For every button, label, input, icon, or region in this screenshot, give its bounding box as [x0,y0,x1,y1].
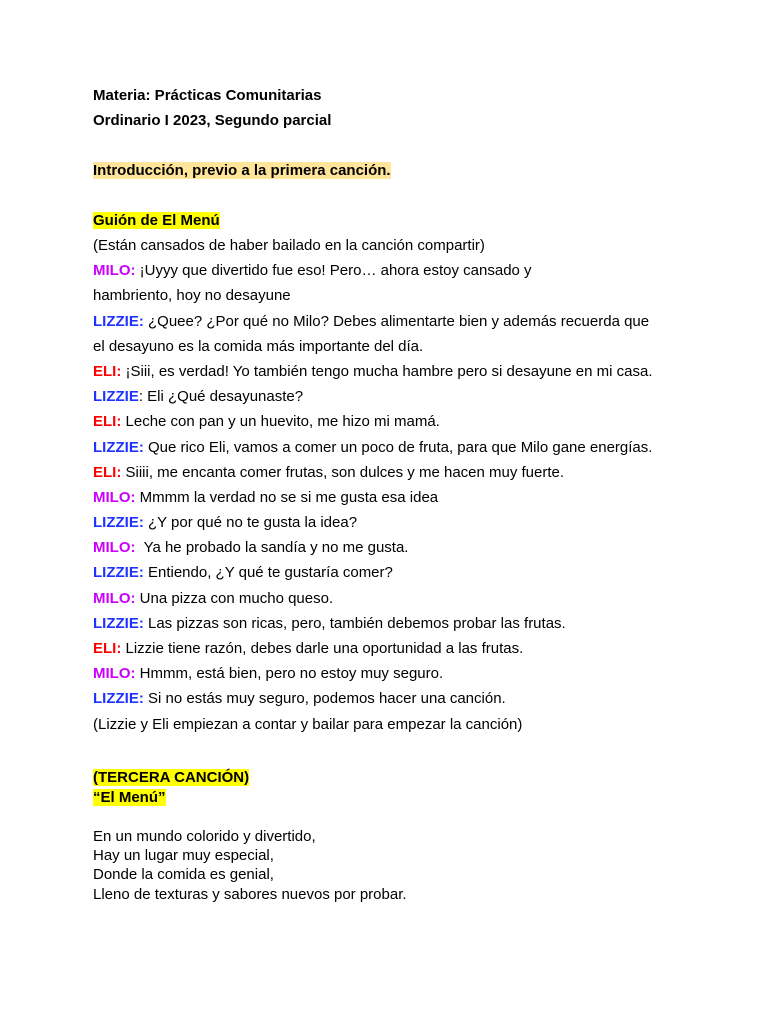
dialogue-line [93,464,564,482]
script-heading-text: Guión de El Menú [93,212,220,229]
dialogue-text: Que rico Eli, vamos a comer un poco de fruta, para que Milo gane energías. [143,439,653,456]
speaker-name: LIZZIE [93,388,139,405]
speaker-name: MILO: [93,262,136,279]
speaker-name: ELI: [93,363,122,380]
intro-heading-text: Introducción, previo a la primera canción. [93,162,391,179]
dialogue-text: Leche con pan y un huevito, me hizo mi mamá. [121,413,440,430]
dialogue-text: ¡Siii, es verdad! Yo también tengo mucha hambre pero si desayune en mi casa. [121,363,653,380]
dialogue-line [93,338,423,356]
subject-line: Materia: Prácticas Comunitarias [93,87,322,104]
dialogue-text: ¿Y por qué no te gusta la idea? [143,514,358,531]
dialogue-line [93,363,652,381]
speaker-name: ELI: [93,464,122,481]
dialogue-line [93,564,393,582]
song-title [93,789,166,807]
lyric-line: Hay un lugar muy especial, [93,847,274,864]
stage-direction-open: (Están cansados de haber bailado en la canción compartir) [93,237,485,254]
speaker-name: MILO: [93,539,136,556]
exam-line: Ordinario I 2023, Segundo parcial [93,112,332,129]
stage-direction-close: (Lizzie y Eli empiezan a contar y bailar para empezar la canción) [93,716,523,733]
speaker-name: LIZZIE: [93,564,144,581]
dialogue-line [93,262,532,280]
dialogue-line [93,590,333,608]
dialogue-line [93,489,438,507]
dialogue-text: Siiii, me encanta comer frutas, son dulces y me hacen muy fuerte. [121,464,565,481]
dialogue-text: Una pizza con mucho queso. [135,590,334,607]
dialogue-line [93,439,652,457]
dialogue-text: : Eli ¿Qué desayunaste? [138,388,304,405]
lyric-line: En un mundo colorido y divertido, [93,828,316,845]
dialogue-text: Ya he probado la sandía y no me gusta. [135,539,409,556]
lyric-line: Donde la comida es genial, [93,866,274,883]
song-heading-text: (TERCERA CANCIÓN) [93,769,250,786]
dialogue-line [93,615,566,633]
speaker-name: MILO: [93,665,136,682]
speaker-name: ELI: [93,413,122,430]
dialogue-line [93,287,291,305]
dialogue-line [93,413,440,431]
dialogue-text: Lizzie tiene razón, debes darle una oportunidad a las frutas. [121,640,524,657]
dialogue-line [93,539,408,557]
speaker-name: LIZZIE: [93,514,144,531]
song-title-text: “El Menú” [93,789,166,806]
speaker-name: ELI: [93,640,122,657]
song-heading [93,769,249,787]
dialogue-text: el desayuno es la comida más importante del día. [93,338,424,355]
speaker-name: LIZZIE: [93,313,144,330]
speaker-name: LIZZIE: [93,439,144,456]
dialogue-line [93,665,443,683]
dialogue-line [93,313,649,331]
dialogue-text: ¿Quee? ¿Por qué no Milo? Debes alimentarte bien y además recuerda que [143,313,650,330]
dialogue-line [93,690,506,708]
dialogue-text: ¡Uyyy que divertido fue eso! Pero… ahora estoy cansado y [135,262,532,279]
dialogue-line [93,514,357,532]
dialogue-line [93,640,523,658]
speaker-name: MILO: [93,489,136,506]
speaker-name: MILO: [93,590,136,607]
speaker-name: LIZZIE: [93,615,144,632]
dialogue-text: Las pizzas son ricas, pero, también debemos probar las frutas. [143,615,566,632]
dialogue-text: Entiendo, ¿Y qué te gustaría comer? [143,564,393,581]
intro-heading [93,162,391,180]
dialogue-text: Si no estás muy seguro, podemos hacer una canción. [143,690,506,707]
lyric-line: Lleno de texturas y sabores nuevos por probar. [93,886,407,903]
dialogue-text: hambriento, hoy no desayune [93,287,291,304]
script-heading [93,212,220,230]
dialogue-text: Mmmm la verdad no se si me gusta esa idea [135,489,439,506]
speaker-name: LIZZIE: [93,690,144,707]
dialogue-text: Hmmm, está bien, pero no estoy muy seguro. [135,665,444,682]
dialogue-line [93,388,303,406]
